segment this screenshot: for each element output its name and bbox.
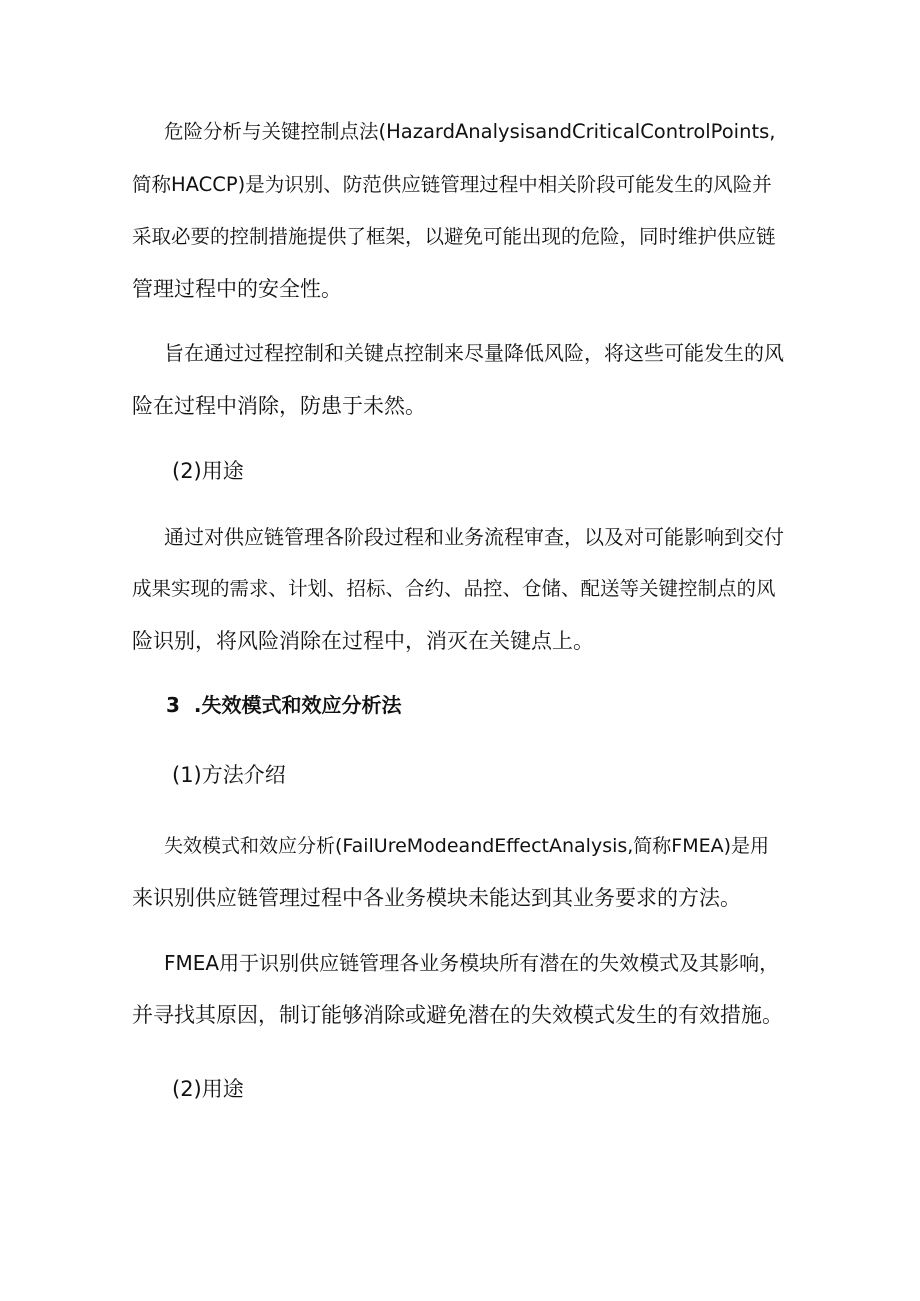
subheading: (1)方法介绍 (172, 763, 286, 787)
text-line: 简称HACCP)是为识别、防范供应链管理过程中相关阶段可能发生的风险并 (132, 173, 772, 196)
subheading: (2)用途 (172, 459, 244, 483)
text-line: 来识别供应链管理过程中各业务模块未能达到其业务要求的方法。 (132, 886, 741, 910)
text-line: 旨在通过过程控制和关键点控制来尽量降低风险，将这些可能发生的风 (164, 341, 784, 365)
text-line: 管理过程中的安全性。 (132, 277, 342, 301)
text-line: FMEA用于识别供应链管理各业务模块所有潜在的失效模式及其影响， (164, 951, 780, 975)
text-line: 险识别，将风险消除在过程中，消灭在关键点上。 (132, 629, 594, 653)
text-line: 成果实现的需求、计划、招标、合约、品控、仓储、配送等关键控制点的风 (132, 577, 776, 600)
text-line: 并寻找其原因，制订能够消除或避免潜在的失效模式发生的有效措施。 (132, 1003, 783, 1027)
subheading: (2)用途 (172, 1077, 244, 1101)
text-line: 失效模式和效应分析(FailUreModeandEffectAnalysis,简称FMEA)是用 (164, 835, 770, 857)
text-line: 危险分析与关键控制点法(HazardAnalysisandCriticalControlPoints, (164, 120, 776, 143)
text-line: 险在过程中消除，防患于未然。 (132, 394, 426, 418)
text-line: 采取必要的控制措施提供了框架，以避免可能出现的危险，同时维护供应链 (132, 225, 776, 248)
text-line: 通过对供应链管理各阶段过程和业务流程审查，以及对可能影响到交付 (164, 525, 784, 549)
section-heading: 3 .失效模式和效应分析法 (166, 693, 402, 717)
